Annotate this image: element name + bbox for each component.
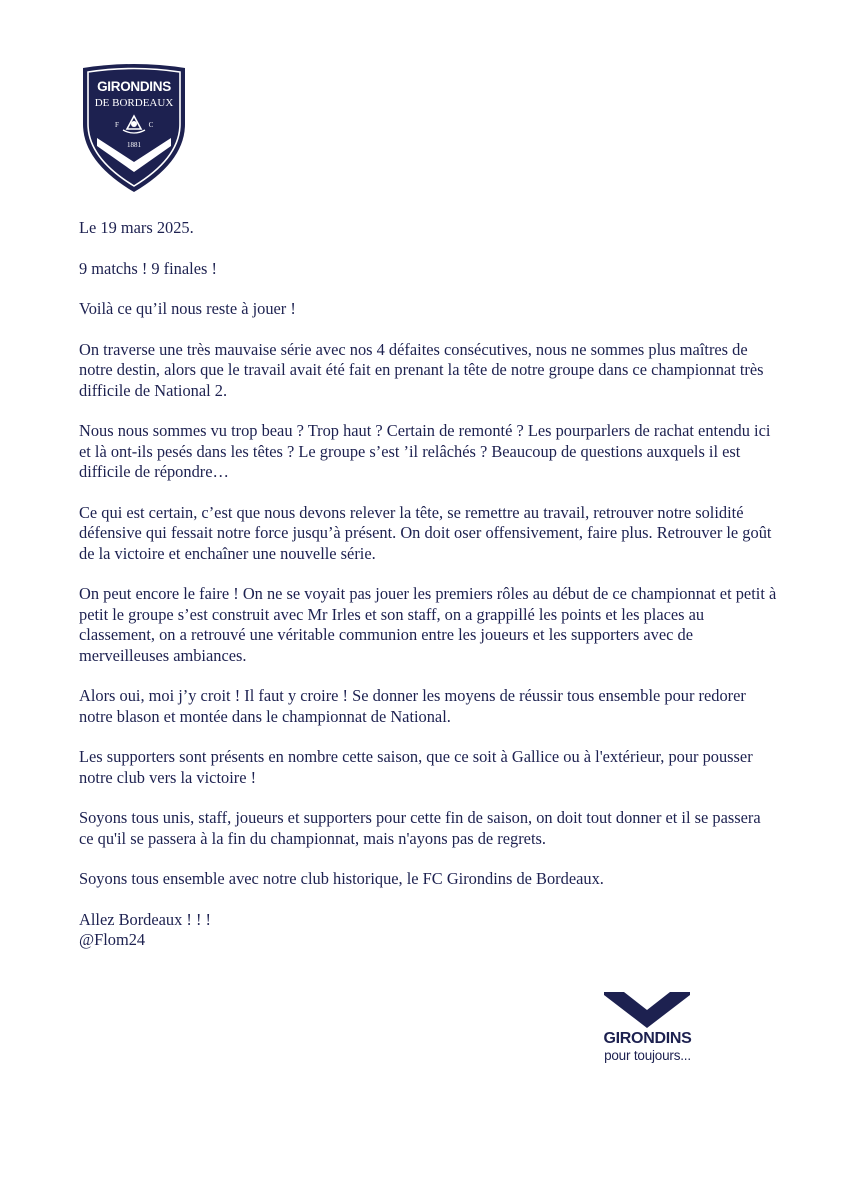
- crest-subtitle: DE BORDEAUX: [94, 97, 174, 109]
- letter-paragraph-3: On traverse une très mauvaise série avec nos 4 défaites consécutives, nous ne sommes plus maîtres de notre destin, alors que le travail avait été fait en prenant la tête de notre groupe dans ce championnat très difficile de National 2.: [79, 339, 764, 400]
- footer-tagline: pour toujours...: [604, 1048, 691, 1063]
- letter-paragraph-1: 9 matchs ! 9 finales !: [79, 258, 217, 278]
- footer-logo: [600, 992, 695, 1068]
- letter-signature: @Flom24: [79, 930, 146, 949]
- club-crest-logo: [79, 62, 189, 194]
- crest-title: GIRONDINS: [97, 79, 171, 94]
- footer-brand: GIRONDINS: [603, 1030, 692, 1047]
- letter-paragraph-5: Ce qui est certain, c’est que nous devons relever la tête, se remettre au travail, retrouver notre solidité défensive qui fessait notre force jusqu’à présent. On doit oser offensivement, faire plus. Retrouver le goût de la victoire et enchaîner une nouvelle série.: [79, 502, 772, 563]
- chevron-icon: [604, 992, 690, 1028]
- letter-paragraph-10: Soyons tous ensemble avec notre club historique, le FC Girondins de Bordeaux.: [79, 869, 604, 888]
- crest-fc-f: F: [115, 121, 119, 129]
- letter-paragraph-9: Soyons tous unis, staff, joueurs et supporters pour cette fin de saison, on doit tout donner et il se passera ce qu'il se passera à la fin du championnat, mais n'ayons pas de regrets.: [79, 808, 761, 848]
- letter-body: [79, 218, 779, 951]
- letter-paragraph-2: Voilà ce qu’il nous reste à jouer !: [79, 299, 296, 318]
- letter-date: Le 19 mars 2025.: [79, 218, 194, 237]
- letter-paragraph-8: Les supporters sont présents en nombre cette saison, que ce soit à Gallice ou à l'extérieur, pour pousser notre club vers la victoire !: [79, 747, 753, 787]
- letter-paragraph-6: On peut encore le faire ! On ne se voyait pas jouer les premiers rôles au début de ce championnat et petit à petit le groupe s’est construit avec Mr Irles et son staff, on a grappillé les points et les places au classement, on a retrouvé une véritable communion entre les joueurs et les supporters avec de merveilleuses ambiances.: [79, 584, 777, 665]
- crest-fc-c: C: [148, 121, 154, 129]
- letter-paragraph-4: Nous nous sommes vu trop beau ? Trop haut ? Certain de remonté ? Les pourparlers de rachat entendu ici et là ont-ils pesés dans les têtes ? Le groupe s’est ’il relâchés ? Beaucoup de questions auxquels il est difficile de répondre…: [79, 421, 771, 481]
- crest-year: 1881: [127, 141, 141, 149]
- letter-paragraph-7: Alors oui, moi j’y croit ! Il faut y croire ! Se donner les moyens de réussir tous ensemble pour redorer notre blason et montée dans le championnat de National.: [79, 686, 746, 726]
- letter-closing: Allez Bordeaux ! ! !: [79, 909, 211, 929]
